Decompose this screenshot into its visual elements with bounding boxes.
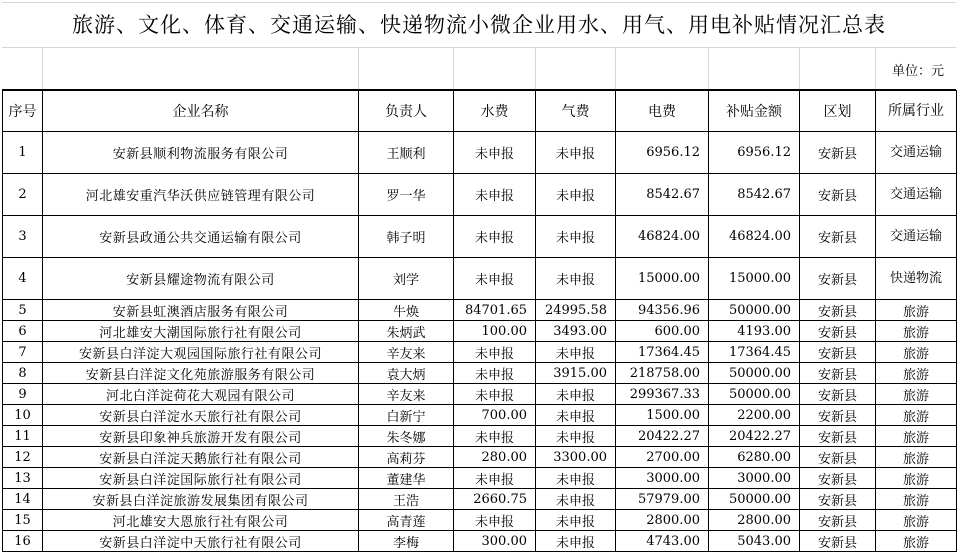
cell-company: 安新县耀途物流有限公司 xyxy=(43,258,359,300)
cell-subsidy: 46824.00 xyxy=(709,216,800,258)
cell-electricity: 600.00 xyxy=(616,321,709,342)
cell-no: 1 xyxy=(3,132,43,174)
cell-person: 牛焕 xyxy=(359,300,454,321)
table-row xyxy=(3,174,957,216)
cell-district: 安新县 xyxy=(800,132,876,174)
table-row xyxy=(3,321,957,342)
header-company: 企业名称 xyxy=(43,91,359,132)
table-row xyxy=(3,216,957,258)
cell-gas: 未申报 xyxy=(536,384,616,405)
cell-person: 高青莲 xyxy=(359,510,454,531)
cell-no: 16 xyxy=(3,531,43,552)
cell-subsidy: 4193.00 xyxy=(709,321,800,342)
cell-industry: 旅游 xyxy=(876,321,957,342)
table-row xyxy=(3,300,957,321)
cell-person: 董建华 xyxy=(359,468,454,489)
header-water: 水费 xyxy=(454,91,536,132)
cell-district: 安新县 xyxy=(800,489,876,510)
cell-no: 13 xyxy=(3,468,43,489)
header-subsidy: 补贴金额 xyxy=(709,91,800,132)
cell-person: 袁大炳 xyxy=(359,363,454,384)
cell-no: 12 xyxy=(3,447,43,468)
spreadsheet-sheet xyxy=(2,2,956,552)
table-row xyxy=(3,510,957,531)
cell-company: 安新县印象神兵旅游开发有限公司 xyxy=(43,426,359,447)
cell-no: 6 xyxy=(3,321,43,342)
table-row xyxy=(3,489,957,510)
cell-subsidy: 2800.00 xyxy=(709,510,800,531)
cell-industry: 快递物流 xyxy=(876,258,957,300)
cell-no: 7 xyxy=(3,342,43,363)
cell-industry: 旅游 xyxy=(876,489,957,510)
cell-company: 安新县白洋淀中天旅行社有限公司 xyxy=(43,531,359,552)
cell-district: 安新县 xyxy=(800,321,876,342)
unit-label: 单位：元 xyxy=(891,64,944,79)
table-row xyxy=(3,426,957,447)
cell-industry: 旅游 xyxy=(876,384,957,405)
cell-electricity: 6956.12 xyxy=(616,132,709,174)
cell-subsidy: 5043.00 xyxy=(709,531,800,552)
unit-row xyxy=(2,48,956,90)
cell-person: 辛友来 xyxy=(359,342,454,363)
cell-water: 未申报 xyxy=(454,468,536,489)
cell-no: 3 xyxy=(3,216,43,258)
cell-no: 2 xyxy=(3,174,43,216)
cell-no: 14 xyxy=(3,489,43,510)
cell-company: 河北白洋淀荷花大观园有限公司 xyxy=(43,384,359,405)
cell-industry: 旅游 xyxy=(876,405,957,426)
cell-electricity: 1500.00 xyxy=(616,405,709,426)
cell-subsidy: 8542.67 xyxy=(709,174,800,216)
cell-person: 李梅 xyxy=(359,531,454,552)
cell-district: 安新县 xyxy=(800,405,876,426)
cell-district: 安新县 xyxy=(800,258,876,300)
cell-person: 王浩 xyxy=(359,489,454,510)
cell-no: 5 xyxy=(3,300,43,321)
cell-electricity: 299367.33 xyxy=(616,384,709,405)
cell-water: 84701.65 xyxy=(454,300,536,321)
cell-district: 安新县 xyxy=(800,216,876,258)
table-row xyxy=(3,258,957,300)
cell-subsidy: 6956.12 xyxy=(709,132,800,174)
cell-industry: 旅游 xyxy=(876,468,957,489)
cell-district: 安新县 xyxy=(800,510,876,531)
cell-company: 安新县政通公共交通运输有限公司 xyxy=(43,216,359,258)
cell-subsidy: 2200.00 xyxy=(709,405,800,426)
cell-gas: 未申报 xyxy=(536,342,616,363)
cell-company: 河北雄安大潮国际旅行社有限公司 xyxy=(43,321,359,342)
cell-gas: 未申报 xyxy=(536,174,616,216)
cell-water: 未申报 xyxy=(454,363,536,384)
table-row xyxy=(3,405,957,426)
cell-industry: 交通运输 xyxy=(876,216,957,258)
cell-gas: 未申报 xyxy=(536,405,616,426)
cell-subsidy: 50000.00 xyxy=(709,489,800,510)
cell-electricity: 8542.67 xyxy=(616,174,709,216)
cell-industry: 旅游 xyxy=(876,447,957,468)
cell-district: 安新县 xyxy=(800,384,876,405)
cell-district: 安新县 xyxy=(800,447,876,468)
cell-water: 2660.75 xyxy=(454,489,536,510)
cell-water: 未申报 xyxy=(454,342,536,363)
cell-person: 王顺利 xyxy=(359,132,454,174)
cell-gas: 未申报 xyxy=(536,531,616,552)
cell-industry: 旅游 xyxy=(876,342,957,363)
cell-water: 300.00 xyxy=(454,531,536,552)
cell-industry: 交通运输 xyxy=(876,132,957,174)
cell-no: 8 xyxy=(3,363,43,384)
cell-district: 安新县 xyxy=(800,468,876,489)
cell-gas: 未申报 xyxy=(536,468,616,489)
cell-district: 安新县 xyxy=(800,531,876,552)
cell-water: 未申报 xyxy=(454,174,536,216)
cell-water: 700.00 xyxy=(454,405,536,426)
cell-industry: 旅游 xyxy=(876,363,957,384)
table-row xyxy=(3,132,957,174)
cell-electricity: 57979.00 xyxy=(616,489,709,510)
cell-gas: 3300.00 xyxy=(536,447,616,468)
cell-person: 刘学 xyxy=(359,258,454,300)
cell-person: 辛友来 xyxy=(359,384,454,405)
cell-no: 10 xyxy=(3,405,43,426)
header-district: 区划 xyxy=(800,91,876,132)
cell-company: 安新县白洋淀水天旅行社有限公司 xyxy=(43,405,359,426)
cell-subsidy: 50000.00 xyxy=(709,300,800,321)
cell-person: 罗一华 xyxy=(359,174,454,216)
cell-electricity: 3000.00 xyxy=(616,468,709,489)
cell-gas: 未申报 xyxy=(536,258,616,300)
cell-water: 未申报 xyxy=(454,510,536,531)
cell-water: 100.00 xyxy=(454,321,536,342)
cell-subsidy: 50000.00 xyxy=(709,363,800,384)
subsidy-table xyxy=(2,90,957,552)
cell-person: 白新宁 xyxy=(359,405,454,426)
cell-industry: 旅游 xyxy=(876,531,957,552)
cell-company: 安新县顺利物流服务有限公司 xyxy=(43,132,359,174)
cell-water: 未申报 xyxy=(454,258,536,300)
header-person: 负责人 xyxy=(359,91,454,132)
cell-subsidy: 15000.00 xyxy=(709,258,800,300)
table-row xyxy=(3,468,957,489)
cell-industry: 旅游 xyxy=(876,300,957,321)
cell-electricity: 4743.00 xyxy=(616,531,709,552)
cell-district: 安新县 xyxy=(800,300,876,321)
cell-water: 未申报 xyxy=(454,132,536,174)
cell-person: 朱冬娜 xyxy=(359,426,454,447)
cell-district: 安新县 xyxy=(800,426,876,447)
cell-gas: 未申报 xyxy=(536,510,616,531)
cell-person: 朱炳武 xyxy=(359,321,454,342)
cell-electricity: 46824.00 xyxy=(616,216,709,258)
cell-gas: 3915.00 xyxy=(536,363,616,384)
cell-subsidy: 50000.00 xyxy=(709,384,800,405)
cell-electricity: 2700.00 xyxy=(616,447,709,468)
cell-no: 4 xyxy=(3,258,43,300)
cell-no: 9 xyxy=(3,384,43,405)
cell-company: 安新县白洋淀大观园国际旅行社有限公司 xyxy=(43,342,359,363)
cell-electricity: 218758.00 xyxy=(616,363,709,384)
cell-water: 未申报 xyxy=(454,426,536,447)
cell-company: 河北雄安大恩旅行社有限公司 xyxy=(43,510,359,531)
cell-subsidy: 3000.00 xyxy=(709,468,800,489)
header-gas: 气费 xyxy=(536,91,616,132)
cell-person: 高莉芬 xyxy=(359,447,454,468)
cell-person: 韩子明 xyxy=(359,216,454,258)
cell-electricity: 15000.00 xyxy=(616,258,709,300)
cell-water: 未申报 xyxy=(454,216,536,258)
cell-industry: 交通运输 xyxy=(876,174,957,216)
table-row xyxy=(3,447,957,468)
cell-electricity: 94356.96 xyxy=(616,300,709,321)
cell-company: 安新县白洋淀国际旅行社有限公司 xyxy=(43,468,359,489)
cell-district: 安新县 xyxy=(800,174,876,216)
cell-subsidy: 17364.45 xyxy=(709,342,800,363)
cell-gas: 3493.00 xyxy=(536,321,616,342)
cell-company: 安新县白洋淀旅游发展集团有限公司 xyxy=(43,489,359,510)
sheet-title: 旅游、文化、体育、交通运输、快递物流小微企业用水、用气、用电补贴情况汇总表 xyxy=(2,2,956,48)
header-electricity: 电费 xyxy=(616,91,709,132)
cell-water: 未申报 xyxy=(454,384,536,405)
cell-gas: 未申报 xyxy=(536,426,616,447)
table-row xyxy=(3,531,957,552)
cell-electricity: 17364.45 xyxy=(616,342,709,363)
cell-no: 11 xyxy=(3,426,43,447)
cell-gas: 未申报 xyxy=(536,132,616,174)
cell-district: 安新县 xyxy=(800,363,876,384)
cell-electricity: 20422.27 xyxy=(616,426,709,447)
cell-electricity: 2800.00 xyxy=(616,510,709,531)
cell-industry: 旅游 xyxy=(876,426,957,447)
table-row xyxy=(3,384,957,405)
cell-gas: 24995.58 xyxy=(536,300,616,321)
header-no: 序号 xyxy=(3,91,43,132)
cell-gas: 未申报 xyxy=(536,216,616,258)
table-header-row xyxy=(3,91,957,132)
cell-no: 15 xyxy=(3,510,43,531)
cell-industry: 旅游 xyxy=(876,510,957,531)
header-industry: 所属行业 xyxy=(876,91,957,132)
cell-subsidy: 20422.27 xyxy=(709,426,800,447)
table-row xyxy=(3,342,957,363)
table-row xyxy=(3,363,957,384)
cell-water: 280.00 xyxy=(454,447,536,468)
cell-district: 安新县 xyxy=(800,342,876,363)
cell-company: 安新县白洋淀文化苑旅游服务有限公司 xyxy=(43,363,359,384)
cell-gas: 未申报 xyxy=(536,489,616,510)
cell-company: 安新县虹澳酒店服务有限公司 xyxy=(43,300,359,321)
cell-company: 安新县白洋淀天鹅旅行社有限公司 xyxy=(43,447,359,468)
cell-subsidy: 6280.00 xyxy=(709,447,800,468)
cell-company: 河北雄安重汽华沃供应链管理有限公司 xyxy=(43,174,359,216)
